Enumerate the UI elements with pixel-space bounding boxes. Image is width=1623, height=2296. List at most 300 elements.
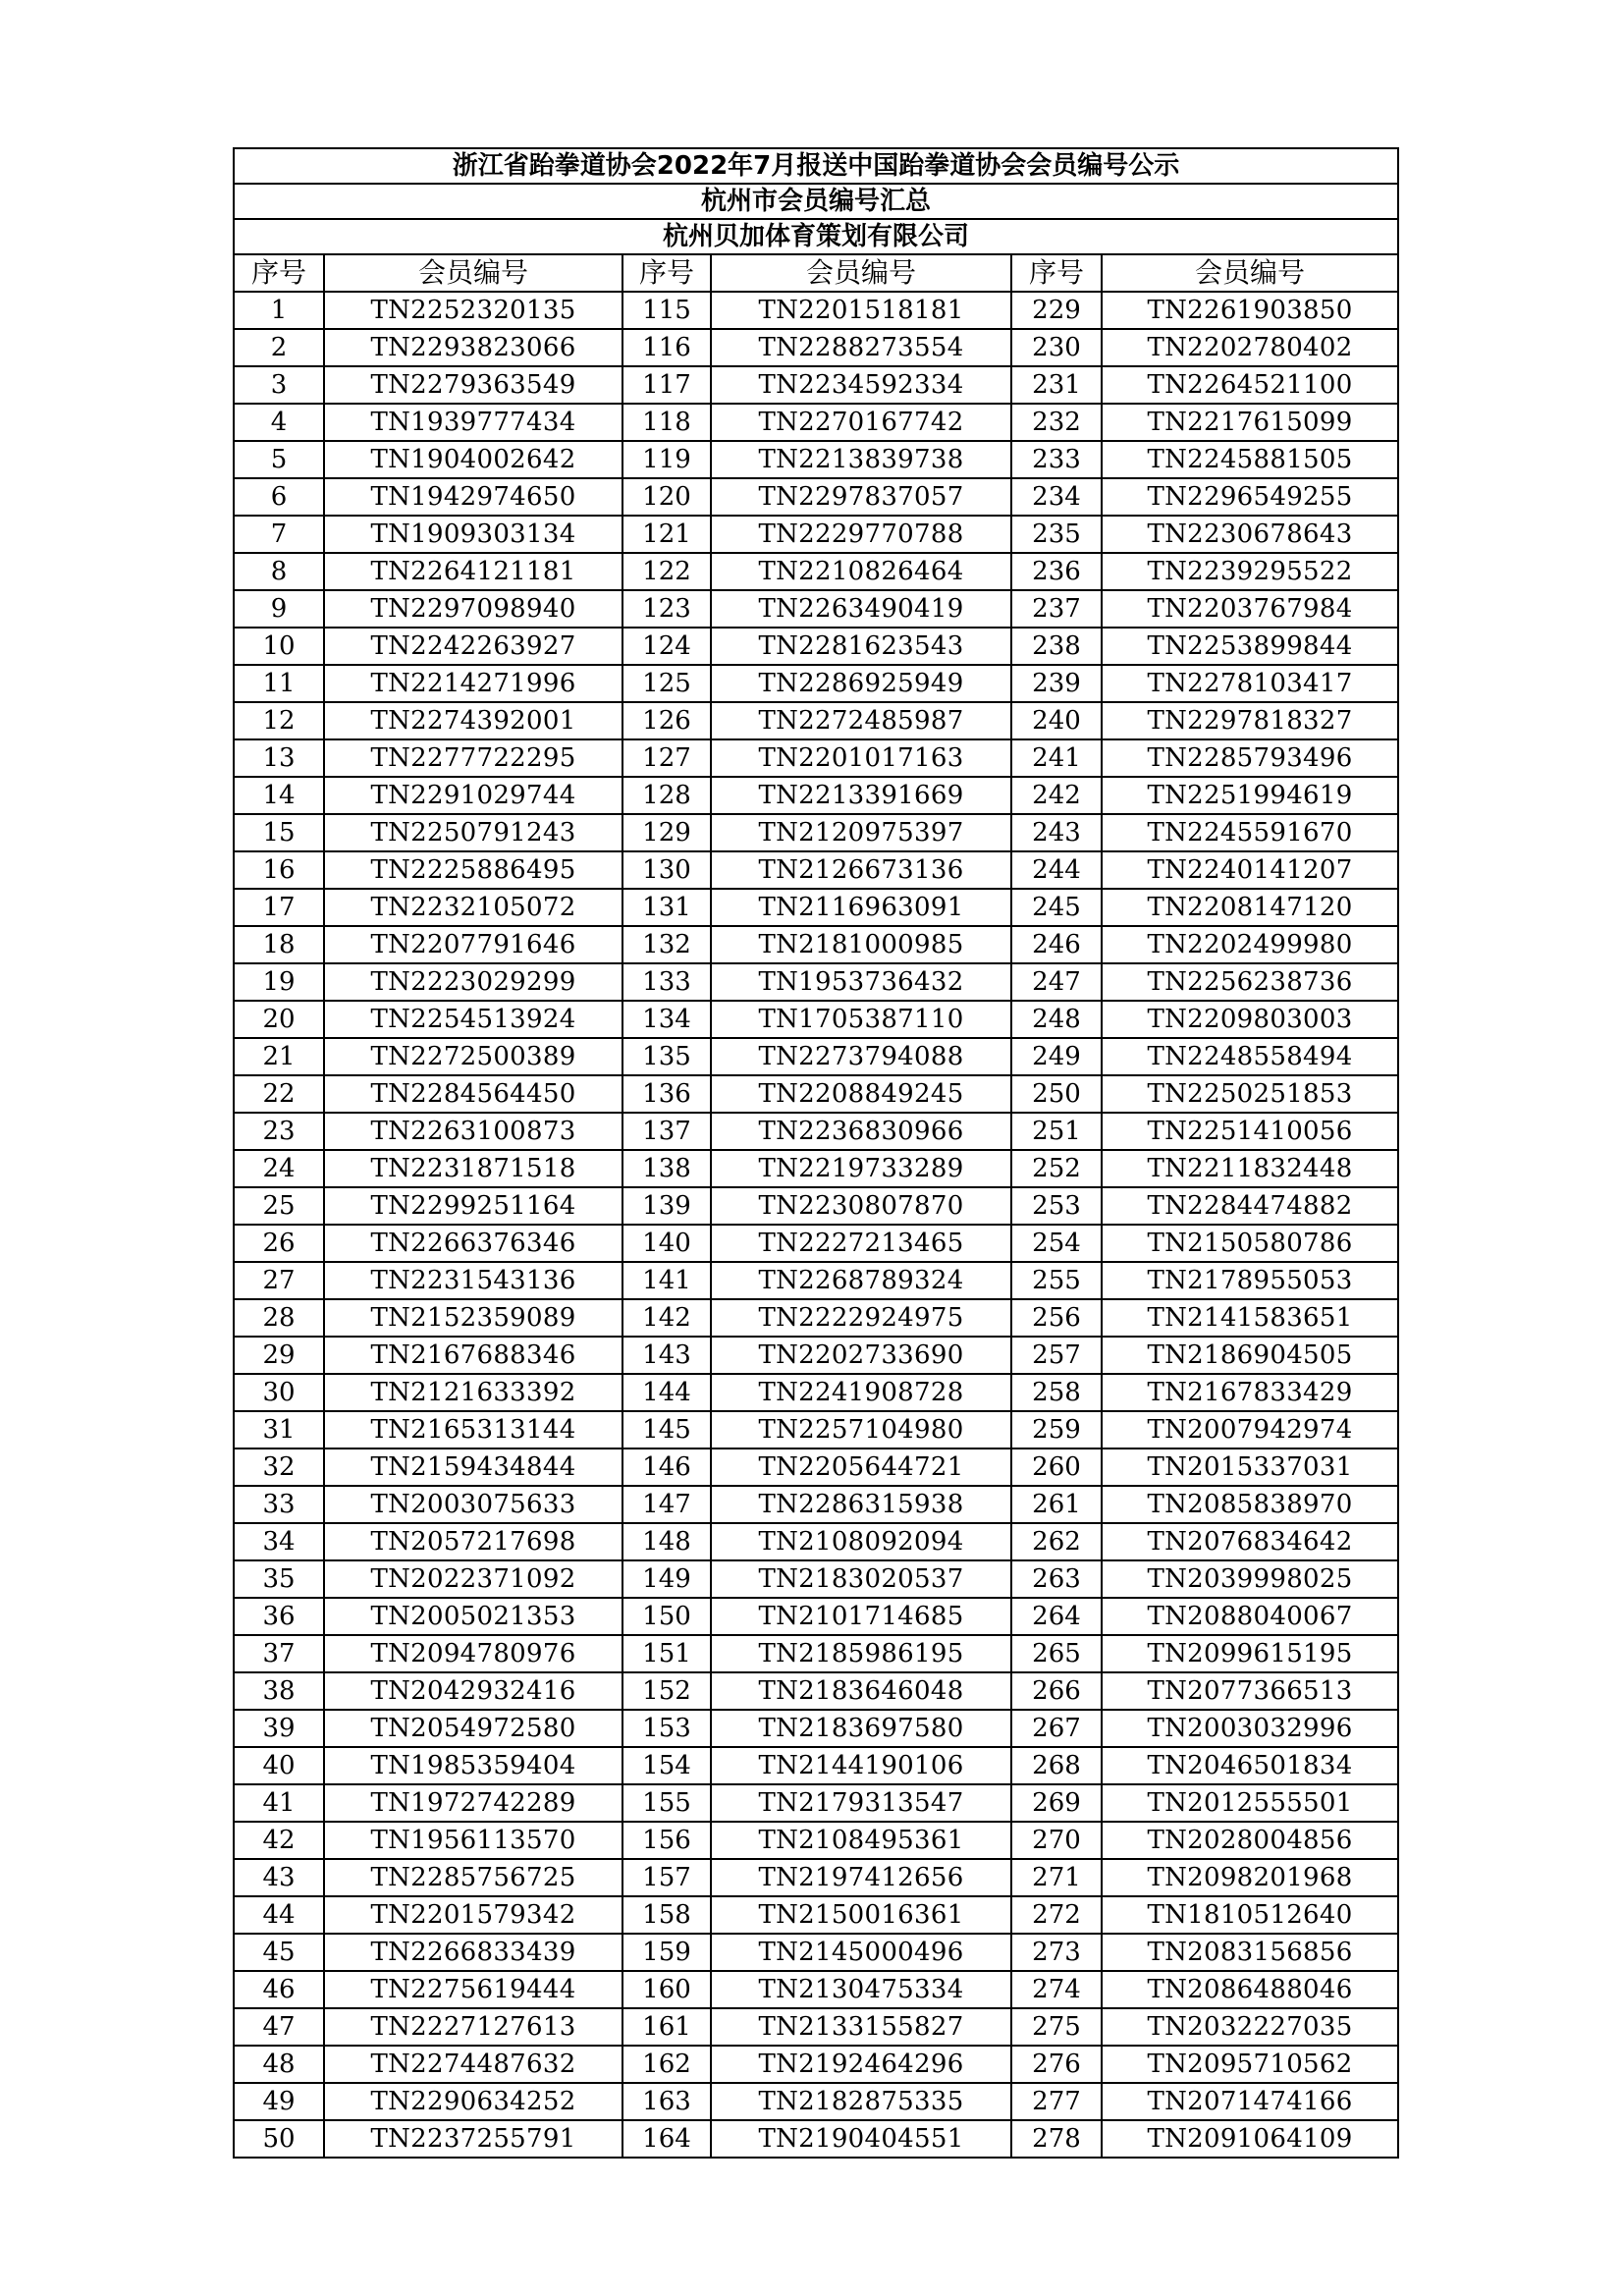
table-row bbox=[234, 2083, 1398, 2120]
seq-cell: 156 bbox=[622, 1822, 711, 1859]
seq-cell: 255 bbox=[1011, 1262, 1102, 1299]
member-no-cell: TN2054972580 bbox=[324, 1710, 622, 1747]
table-row bbox=[234, 1113, 1398, 1150]
seq-cell: 122 bbox=[622, 553, 711, 590]
seq-cell: 38 bbox=[234, 1672, 324, 1710]
table-row bbox=[234, 1374, 1398, 1411]
table-row bbox=[234, 628, 1398, 665]
member-no-cell: TN2152359089 bbox=[324, 1299, 622, 1337]
member-no-cell: TN2088040067 bbox=[1102, 1598, 1398, 1635]
seq-cell: 18 bbox=[234, 926, 324, 963]
seq-cell: 119 bbox=[622, 441, 711, 478]
seq-cell: 278 bbox=[1011, 2120, 1102, 2158]
seq-cell: 247 bbox=[1011, 963, 1102, 1001]
table-row bbox=[234, 1747, 1398, 1784]
member-no-cell: TN2263490419 bbox=[711, 590, 1011, 628]
table-row bbox=[234, 366, 1398, 404]
seq-cell: 47 bbox=[234, 2008, 324, 2046]
page-title: 浙江省跆拳道协会2022年7月报送中国跆拳道协会会员编号公示 bbox=[234, 148, 1398, 184]
member-no-cell: TN2165313144 bbox=[324, 1411, 622, 1449]
member-no-cell: TN2213391669 bbox=[711, 777, 1011, 814]
member-no-cell: TN2202780402 bbox=[1102, 329, 1398, 366]
member-no-cell: TN2095710562 bbox=[1102, 2046, 1398, 2083]
seq-cell: 160 bbox=[622, 1971, 711, 2008]
member-no-cell: TN2261903850 bbox=[1102, 292, 1398, 329]
seq-cell: 12 bbox=[234, 702, 324, 739]
member-no-cell: TN2183697580 bbox=[711, 1710, 1011, 1747]
member-no-cell: TN2213839738 bbox=[711, 441, 1011, 478]
member-no-cell: TN2293823066 bbox=[324, 329, 622, 366]
member-no-cell: TN2270167742 bbox=[711, 404, 1011, 441]
seq-cell: 266 bbox=[1011, 1672, 1102, 1710]
member-no-cell: TN2236830966 bbox=[711, 1113, 1011, 1150]
member-no-cell: TN2042932416 bbox=[324, 1672, 622, 1710]
member-no-cell: TN2145000496 bbox=[711, 1934, 1011, 1971]
seq-cell: 234 bbox=[1011, 478, 1102, 516]
member-no-cell: TN2182875335 bbox=[711, 2083, 1011, 2120]
member-no-cell: TN2286925949 bbox=[711, 665, 1011, 702]
table-row bbox=[234, 1486, 1398, 1523]
seq-cell: 28 bbox=[234, 1299, 324, 1337]
table-row bbox=[234, 1523, 1398, 1560]
seq-cell: 238 bbox=[1011, 628, 1102, 665]
member-no-cell: TN2005021353 bbox=[324, 1598, 622, 1635]
seq-cell: 1 bbox=[234, 292, 324, 329]
member-no-cell: TN2253899844 bbox=[1102, 628, 1398, 665]
member-no-cell: TN2252320135 bbox=[324, 292, 622, 329]
seq-cell: 244 bbox=[1011, 851, 1102, 889]
seq-cell: 242 bbox=[1011, 777, 1102, 814]
seq-cell: 254 bbox=[1011, 1225, 1102, 1262]
seq-cell: 267 bbox=[1011, 1710, 1102, 1747]
seq-cell: 33 bbox=[234, 1486, 324, 1523]
seq-cell: 155 bbox=[622, 1784, 711, 1822]
table-row bbox=[234, 404, 1398, 441]
seq-cell: 229 bbox=[1011, 292, 1102, 329]
seq-cell: 256 bbox=[1011, 1299, 1102, 1337]
seq-cell: 163 bbox=[622, 2083, 711, 2120]
seq-cell: 149 bbox=[622, 1560, 711, 1598]
member-no-header: 会员编号 bbox=[711, 254, 1011, 292]
seq-cell: 157 bbox=[622, 1859, 711, 1896]
table-row bbox=[234, 478, 1398, 516]
member-no-cell: TN2275619444 bbox=[324, 1971, 622, 2008]
seq-cell: 2 bbox=[234, 329, 324, 366]
member-no-cell: TN2285756725 bbox=[324, 1859, 622, 1896]
member-no-cell: TN2291029744 bbox=[324, 777, 622, 814]
seq-cell: 133 bbox=[622, 963, 711, 1001]
seq-cell: 29 bbox=[234, 1337, 324, 1374]
member-no-cell: TN2230807870 bbox=[711, 1187, 1011, 1225]
member-no-cell: TN2225886495 bbox=[324, 851, 622, 889]
member-no-cell: TN2296549255 bbox=[1102, 478, 1398, 516]
member-no-cell: TN2266833439 bbox=[324, 1934, 622, 1971]
table-row bbox=[234, 1225, 1398, 1262]
seq-cell: 145 bbox=[622, 1411, 711, 1449]
member-no-cell: TN2219733289 bbox=[711, 1150, 1011, 1187]
member-number-table bbox=[233, 147, 1399, 2159]
seq-cell: 32 bbox=[234, 1449, 324, 1486]
table-row bbox=[234, 926, 1398, 963]
member-no-cell: TN2242263927 bbox=[324, 628, 622, 665]
seq-cell: 240 bbox=[1011, 702, 1102, 739]
seq-cell: 134 bbox=[622, 1001, 711, 1038]
member-no-cell: TN2057217698 bbox=[324, 1523, 622, 1560]
member-no-cell: TN2284564450 bbox=[324, 1075, 622, 1113]
member-no-cell: TN2150016361 bbox=[711, 1896, 1011, 1934]
member-no-cell: TN2229770788 bbox=[711, 516, 1011, 553]
table-row bbox=[234, 1075, 1398, 1113]
seq-cell: 248 bbox=[1011, 1001, 1102, 1038]
member-no-cell: TN2179313547 bbox=[711, 1784, 1011, 1822]
member-no-cell: TN1904002642 bbox=[324, 441, 622, 478]
member-no-cell: TN2201579342 bbox=[324, 1896, 622, 1934]
seq-cell: 141 bbox=[622, 1262, 711, 1299]
seq-cell: 116 bbox=[622, 329, 711, 366]
member-no-cell: TN2190404551 bbox=[711, 2120, 1011, 2158]
seq-cell: 249 bbox=[1011, 1038, 1102, 1075]
seq-cell: 123 bbox=[622, 590, 711, 628]
member-no-cell: TN2197412656 bbox=[711, 1859, 1011, 1896]
seq-cell: 143 bbox=[622, 1337, 711, 1374]
member-no-cell: TN2183646048 bbox=[711, 1672, 1011, 1710]
seq-cell: 246 bbox=[1011, 926, 1102, 963]
seq-cell: 236 bbox=[1011, 553, 1102, 590]
seq-cell: 135 bbox=[622, 1038, 711, 1075]
member-no-cell: TN2186904505 bbox=[1102, 1337, 1398, 1374]
seq-cell: 117 bbox=[622, 366, 711, 404]
member-no-cell: TN2222924975 bbox=[711, 1299, 1011, 1337]
member-no-cell: TN2108092094 bbox=[711, 1523, 1011, 1560]
member-no-cell: TN2086488046 bbox=[1102, 1971, 1398, 2008]
seq-cell: 17 bbox=[234, 889, 324, 926]
seq-cell: 270 bbox=[1011, 1822, 1102, 1859]
seq-cell: 161 bbox=[622, 2008, 711, 2046]
seq-cell: 251 bbox=[1011, 1113, 1102, 1150]
member-no-cell: TN1985359404 bbox=[324, 1747, 622, 1784]
member-no-cell: TN2098201968 bbox=[1102, 1859, 1398, 1896]
city-summary-title: 杭州市会员编号汇总 bbox=[234, 184, 1398, 219]
seq-cell: 258 bbox=[1011, 1374, 1102, 1411]
table-row bbox=[234, 777, 1398, 814]
seq-cell: 159 bbox=[622, 1934, 711, 1971]
member-no-cell: TN2299251164 bbox=[324, 1187, 622, 1225]
member-no-cell: TN2015337031 bbox=[1102, 1449, 1398, 1486]
member-no-cell: TN2144190106 bbox=[711, 1747, 1011, 1784]
seq-cell: 147 bbox=[622, 1486, 711, 1523]
member-no-cell: TN2192464296 bbox=[711, 2046, 1011, 2083]
member-no-cell: TN2150580786 bbox=[1102, 1225, 1398, 1262]
table-row bbox=[234, 814, 1398, 851]
member-no-cell: TN1942974650 bbox=[324, 478, 622, 516]
member-no-cell: TN2071474166 bbox=[1102, 2083, 1398, 2120]
seq-cell: 34 bbox=[234, 1523, 324, 1560]
member-no-cell: TN2209803003 bbox=[1102, 1001, 1398, 1038]
seq-cell: 44 bbox=[234, 1896, 324, 1934]
seq-cell: 257 bbox=[1011, 1337, 1102, 1374]
table-row bbox=[234, 2120, 1398, 2158]
seq-cell: 14 bbox=[234, 777, 324, 814]
member-no-cell: TN2264521100 bbox=[1102, 366, 1398, 404]
member-no-cell: TN2250251853 bbox=[1102, 1075, 1398, 1113]
seq-cell: 237 bbox=[1011, 590, 1102, 628]
member-no-cell: TN2205644721 bbox=[711, 1449, 1011, 1486]
seq-cell: 275 bbox=[1011, 2008, 1102, 2046]
seq-cell: 129 bbox=[622, 814, 711, 851]
seq-cell: 26 bbox=[234, 1225, 324, 1262]
member-no-cell: TN2272485987 bbox=[711, 702, 1011, 739]
seq-cell: 152 bbox=[622, 1672, 711, 1710]
seq-cell: 158 bbox=[622, 1896, 711, 1934]
member-no-header: 会员编号 bbox=[1102, 254, 1398, 292]
member-no-cell: TN2085838970 bbox=[1102, 1486, 1398, 1523]
table-row bbox=[234, 1710, 1398, 1747]
member-no-cell: TN2211832448 bbox=[1102, 1150, 1398, 1187]
member-no-cell: TN2284474882 bbox=[1102, 1187, 1398, 1225]
seq-cell: 150 bbox=[622, 1598, 711, 1635]
member-no-cell: TN2185986195 bbox=[711, 1635, 1011, 1672]
member-no-cell: TN2274487632 bbox=[324, 2046, 622, 2083]
member-no-cell: TN1705387110 bbox=[711, 1001, 1011, 1038]
seq-cell: 146 bbox=[622, 1449, 711, 1486]
seq-cell: 243 bbox=[1011, 814, 1102, 851]
seq-cell: 20 bbox=[234, 1001, 324, 1038]
seq-cell: 124 bbox=[622, 628, 711, 665]
member-no-cell: TN2101714685 bbox=[711, 1598, 1011, 1635]
seq-cell: 139 bbox=[622, 1187, 711, 1225]
member-no-cell: TN2234592334 bbox=[711, 366, 1011, 404]
member-no-cell: TN2297837057 bbox=[711, 478, 1011, 516]
member-no-cell: TN2099615195 bbox=[1102, 1635, 1398, 1672]
seq-cell: 126 bbox=[622, 702, 711, 739]
seq-cell: 250 bbox=[1011, 1075, 1102, 1113]
seq-cell: 23 bbox=[234, 1113, 324, 1150]
table-row bbox=[234, 1449, 1398, 1486]
seq-cell: 5 bbox=[234, 441, 324, 478]
member-no-cell: TN2003032996 bbox=[1102, 1710, 1398, 1747]
member-no-cell: TN2202499980 bbox=[1102, 926, 1398, 963]
seq-cell: 48 bbox=[234, 2046, 324, 2083]
member-no-cell: TN2178955053 bbox=[1102, 1262, 1398, 1299]
seq-cell: 127 bbox=[622, 739, 711, 777]
member-no-cell: TN2133155827 bbox=[711, 2008, 1011, 2046]
table-row bbox=[234, 2046, 1398, 2083]
table-row bbox=[234, 702, 1398, 739]
member-no-cell: TN2121633392 bbox=[324, 1374, 622, 1411]
seq-cell: 131 bbox=[622, 889, 711, 926]
seq-cell: 136 bbox=[622, 1075, 711, 1113]
member-no-cell: TN2167833429 bbox=[1102, 1374, 1398, 1411]
member-no-cell: TN2167688346 bbox=[324, 1337, 622, 1374]
seq-cell: 140 bbox=[622, 1225, 711, 1262]
table-row bbox=[234, 441, 1398, 478]
table-row bbox=[234, 1262, 1398, 1299]
member-no-cell: TN2285793496 bbox=[1102, 739, 1398, 777]
table-row bbox=[234, 590, 1398, 628]
seq-cell: 230 bbox=[1011, 329, 1102, 366]
member-no-cell: TN2250791243 bbox=[324, 814, 622, 851]
member-no-cell: TN2272500389 bbox=[324, 1038, 622, 1075]
seq-cell: 268 bbox=[1011, 1747, 1102, 1784]
table-row bbox=[234, 739, 1398, 777]
seq-cell: 239 bbox=[1011, 665, 1102, 702]
member-no-cell: TN2130475334 bbox=[711, 1971, 1011, 2008]
member-no-cell: TN2251410056 bbox=[1102, 1113, 1398, 1150]
seq-cell: 241 bbox=[1011, 739, 1102, 777]
seq-cell: 274 bbox=[1011, 1971, 1102, 2008]
table-row bbox=[234, 1411, 1398, 1449]
seq-cell: 259 bbox=[1011, 1411, 1102, 1449]
member-no-cell: TN2232105072 bbox=[324, 889, 622, 926]
table-row bbox=[234, 1635, 1398, 1672]
member-no-cell: TN2217615099 bbox=[1102, 404, 1398, 441]
member-no-cell: TN2028004856 bbox=[1102, 1822, 1398, 1859]
member-no-cell: TN2245591670 bbox=[1102, 814, 1398, 851]
member-no-cell: TN2091064109 bbox=[1102, 2120, 1398, 2158]
seq-cell: 6 bbox=[234, 478, 324, 516]
table-row bbox=[234, 1859, 1398, 1896]
member-no-cell: TN2003075633 bbox=[324, 1486, 622, 1523]
member-no-cell: TN1956113570 bbox=[324, 1822, 622, 1859]
seq-cell: 137 bbox=[622, 1113, 711, 1150]
member-no-cell: TN2201017163 bbox=[711, 739, 1011, 777]
seq-cell: 11 bbox=[234, 665, 324, 702]
seq-cell: 260 bbox=[1011, 1449, 1102, 1486]
seq-cell: 39 bbox=[234, 1710, 324, 1747]
member-no-cell: TN2281623543 bbox=[711, 628, 1011, 665]
table-row bbox=[234, 889, 1398, 926]
seq-cell: 15 bbox=[234, 814, 324, 851]
seq-cell: 4 bbox=[234, 404, 324, 441]
member-no-cell: TN2239295522 bbox=[1102, 553, 1398, 590]
seq-cell: 120 bbox=[622, 478, 711, 516]
member-no-cell: TN2273794088 bbox=[711, 1038, 1011, 1075]
seq-cell: 162 bbox=[622, 2046, 711, 2083]
column-header-row bbox=[234, 254, 1398, 292]
member-no-cell: TN2007942974 bbox=[1102, 1411, 1398, 1449]
member-no-cell: TN2039998025 bbox=[1102, 1560, 1398, 1598]
member-no-cell: TN2279363549 bbox=[324, 366, 622, 404]
member-no-cell: TN2256238736 bbox=[1102, 963, 1398, 1001]
seq-cell: 142 bbox=[622, 1299, 711, 1337]
seq-cell: 7 bbox=[234, 516, 324, 553]
member-no-cell: TN2251994619 bbox=[1102, 777, 1398, 814]
seq-header: 序号 bbox=[1011, 254, 1102, 292]
seq-cell: 273 bbox=[1011, 1934, 1102, 1971]
member-no-cell: TN2257104980 bbox=[711, 1411, 1011, 1449]
seq-cell: 24 bbox=[234, 1150, 324, 1187]
table-row bbox=[234, 851, 1398, 889]
table-row bbox=[234, 963, 1398, 1001]
table-row bbox=[234, 516, 1398, 553]
seq-cell: 37 bbox=[234, 1635, 324, 1672]
member-no-cell: TN2012555501 bbox=[1102, 1784, 1398, 1822]
member-no-cell: TN2203767984 bbox=[1102, 590, 1398, 628]
member-no-cell: TN2231871518 bbox=[324, 1150, 622, 1187]
seq-cell: 272 bbox=[1011, 1896, 1102, 1934]
seq-cell: 138 bbox=[622, 1150, 711, 1187]
seq-cell: 276 bbox=[1011, 2046, 1102, 2083]
seq-cell: 253 bbox=[1011, 1187, 1102, 1225]
member-no-cell: TN2210826464 bbox=[711, 553, 1011, 590]
member-no-cell: TN2263100873 bbox=[324, 1113, 622, 1150]
seq-cell: 45 bbox=[234, 1934, 324, 1971]
seq-cell: 118 bbox=[622, 404, 711, 441]
seq-cell: 271 bbox=[1011, 1859, 1102, 1896]
member-no-cell: TN2214271996 bbox=[324, 665, 622, 702]
seq-cell: 21 bbox=[234, 1038, 324, 1075]
seq-cell: 232 bbox=[1011, 404, 1102, 441]
member-no-cell: TN2297098940 bbox=[324, 590, 622, 628]
member-no-cell: TN2201518181 bbox=[711, 292, 1011, 329]
seq-cell: 25 bbox=[234, 1187, 324, 1225]
seq-cell: 261 bbox=[1011, 1486, 1102, 1523]
seq-header: 序号 bbox=[234, 254, 324, 292]
seq-cell: 245 bbox=[1011, 889, 1102, 926]
seq-cell: 144 bbox=[622, 1374, 711, 1411]
table-row bbox=[234, 1038, 1398, 1075]
seq-cell: 50 bbox=[234, 2120, 324, 2158]
member-no-cell: TN1939777434 bbox=[324, 404, 622, 441]
member-no-cell: TN2202733690 bbox=[711, 1337, 1011, 1374]
member-no-cell: TN2237255791 bbox=[324, 2120, 622, 2158]
member-no-cell: TN2116963091 bbox=[711, 889, 1011, 926]
seq-header: 序号 bbox=[622, 254, 711, 292]
member-no-cell: TN2108495361 bbox=[711, 1822, 1011, 1859]
member-no-cell: TN2183020537 bbox=[711, 1560, 1011, 1598]
seq-cell: 27 bbox=[234, 1262, 324, 1299]
seq-cell: 121 bbox=[622, 516, 711, 553]
table-row bbox=[234, 1672, 1398, 1710]
member-no-cell: TN2077366513 bbox=[1102, 1672, 1398, 1710]
seq-cell: 125 bbox=[622, 665, 711, 702]
member-no-cell: TN2022371092 bbox=[324, 1560, 622, 1598]
member-no-cell: TN2254513924 bbox=[324, 1001, 622, 1038]
member-no-cell: TN1909303134 bbox=[324, 516, 622, 553]
member-no-cell: TN1972742289 bbox=[324, 1784, 622, 1822]
member-no-cell: TN2141583651 bbox=[1102, 1299, 1398, 1337]
seq-cell: 19 bbox=[234, 963, 324, 1001]
member-no-cell: TN2208147120 bbox=[1102, 889, 1398, 926]
seq-cell: 30 bbox=[234, 1374, 324, 1411]
member-no-cell: TN2286315938 bbox=[711, 1486, 1011, 1523]
member-no-cell: TN1953736432 bbox=[711, 963, 1011, 1001]
seq-cell: 231 bbox=[1011, 366, 1102, 404]
member-no-cell: TN2230678643 bbox=[1102, 516, 1398, 553]
seq-cell: 36 bbox=[234, 1598, 324, 1635]
seq-cell: 46 bbox=[234, 1971, 324, 2008]
member-no-cell: TN2046501834 bbox=[1102, 1747, 1398, 1784]
table-row bbox=[234, 2008, 1398, 2046]
member-no-cell: TN2223029299 bbox=[324, 963, 622, 1001]
member-no-cell: TN2278103417 bbox=[1102, 665, 1398, 702]
member-no-cell: TN2208849245 bbox=[711, 1075, 1011, 1113]
table-row bbox=[234, 1971, 1398, 2008]
seq-cell: 153 bbox=[622, 1710, 711, 1747]
seq-cell: 130 bbox=[622, 851, 711, 889]
member-no-cell: TN2266376346 bbox=[324, 1225, 622, 1262]
member-no-cell: TN2032227035 bbox=[1102, 2008, 1398, 2046]
member-no-cell: TN2248558494 bbox=[1102, 1038, 1398, 1075]
seq-cell: 49 bbox=[234, 2083, 324, 2120]
seq-cell: 8 bbox=[234, 553, 324, 590]
member-no-cell: TN2227127613 bbox=[324, 2008, 622, 2046]
table-row bbox=[234, 1337, 1398, 1374]
seq-cell: 9 bbox=[234, 590, 324, 628]
seq-cell: 235 bbox=[1011, 516, 1102, 553]
seq-cell: 35 bbox=[234, 1560, 324, 1598]
seq-cell: 265 bbox=[1011, 1635, 1102, 1672]
